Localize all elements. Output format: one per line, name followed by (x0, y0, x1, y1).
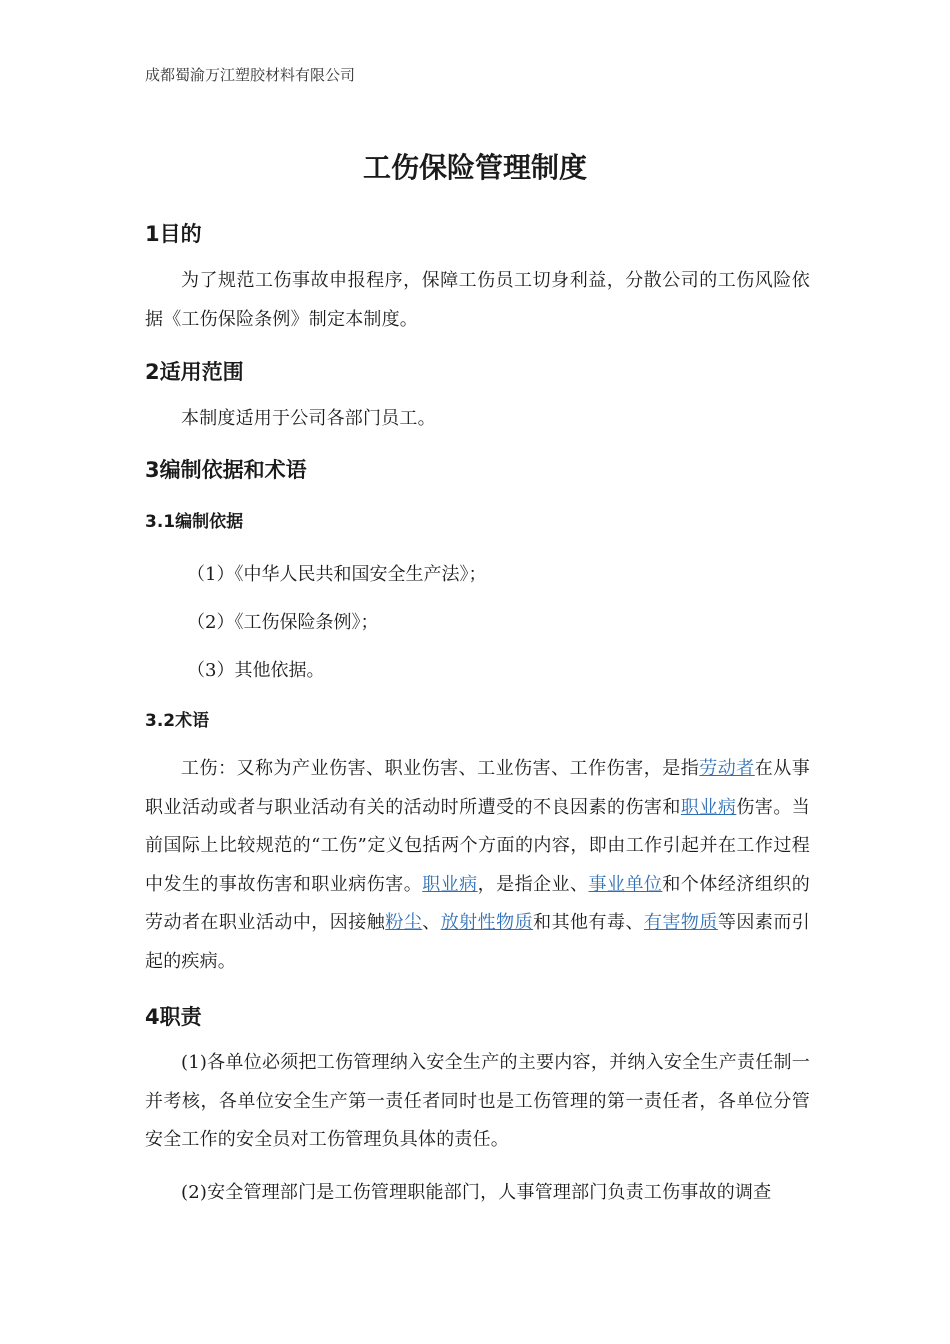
document-title: 工伤保险管理制度 (362, 151, 587, 184)
link-laborer[interactable]: 劳动者 (699, 758, 755, 779)
section-1-text: 为了规范工伤事故申报程序，保障工伤员工切身利益，分散公司的工伤风险依据《工伤保险条例》制定本制度。 (145, 270, 810, 330)
basis-item-3: （3）其他依据。 (187, 660, 325, 681)
basis-item-2: （2）《工伤保险条例》； (187, 612, 379, 633)
section-2-heading: 2适用范围 (145, 360, 244, 384)
term-text-4: ，是指企业、 (477, 873, 589, 895)
company-header: 成都蜀渝万江塑胶材料有限公司 (145, 66, 356, 84)
responsibility-paragraph-2: (2)安全管理部门是工伤管理职能部门，人事管理部门负责工伤事故的调查 (181, 1182, 772, 1203)
responsibility-paragraph-1: (1)各单位必须把工伤管理纳入安全生产的主要内容，并纳入安全生产责任制一并考核，各单位安全生产第一责任者同时也是工伤管理的第一责任者，各单位分管安全工作的安全员对工伤管理负具体的责任。 (145, 1052, 810, 1151)
section-3-heading: 3编制依据和术语 (145, 458, 307, 482)
link-radioactive-material[interactable]: 放射性物质 (440, 912, 534, 934)
basis-item-1: （1）《中华人民共和国安全生产法》； (187, 564, 487, 585)
section-3-1-heading: 3.1编制依据 (145, 512, 244, 532)
term-text-1: 工伤：又称为产业伤害、职业伤害、工业伤害、工作伤害，是指 (181, 758, 700, 779)
term-text-2: 在从事职业活动或者与职业活动有关的活动时所遭受的不良因素的伤害和 (145, 758, 810, 818)
link-hazardous-substance[interactable]: 有害物质 (643, 912, 718, 934)
term-text-3: 伤害。当前国际上比较规范的“工伤”定义包括两个方面的内容，即由工作引起并在工作过程中发生的事故伤害和职业病伤害。 (145, 796, 810, 895)
section-1-heading: 1目的 (145, 222, 202, 246)
section-3-2-heading: 3.2术语 (145, 711, 210, 731)
link-dust[interactable]: 粉尘 (385, 912, 423, 934)
term-text-7: 和其他有毒、 (533, 912, 644, 934)
link-occupational-disease-2[interactable]: 职业病 (422, 873, 478, 895)
terminology-paragraph (145, 750, 810, 982)
term-text-8: 等因素而引起的疾病。 (145, 912, 811, 972)
section-4-heading: 4职责 (145, 1005, 202, 1029)
term-text-6: 、 (422, 912, 441, 934)
link-occupational-disease[interactable]: 职业病 (680, 796, 737, 818)
term-text-5: 和个体经济组织的劳动者在职业活动中，因接触 (145, 873, 810, 934)
section-2-text: 本制度适用于公司各部门员工。 (181, 408, 436, 429)
link-public-institution[interactable]: 事业单位 (588, 873, 663, 895)
